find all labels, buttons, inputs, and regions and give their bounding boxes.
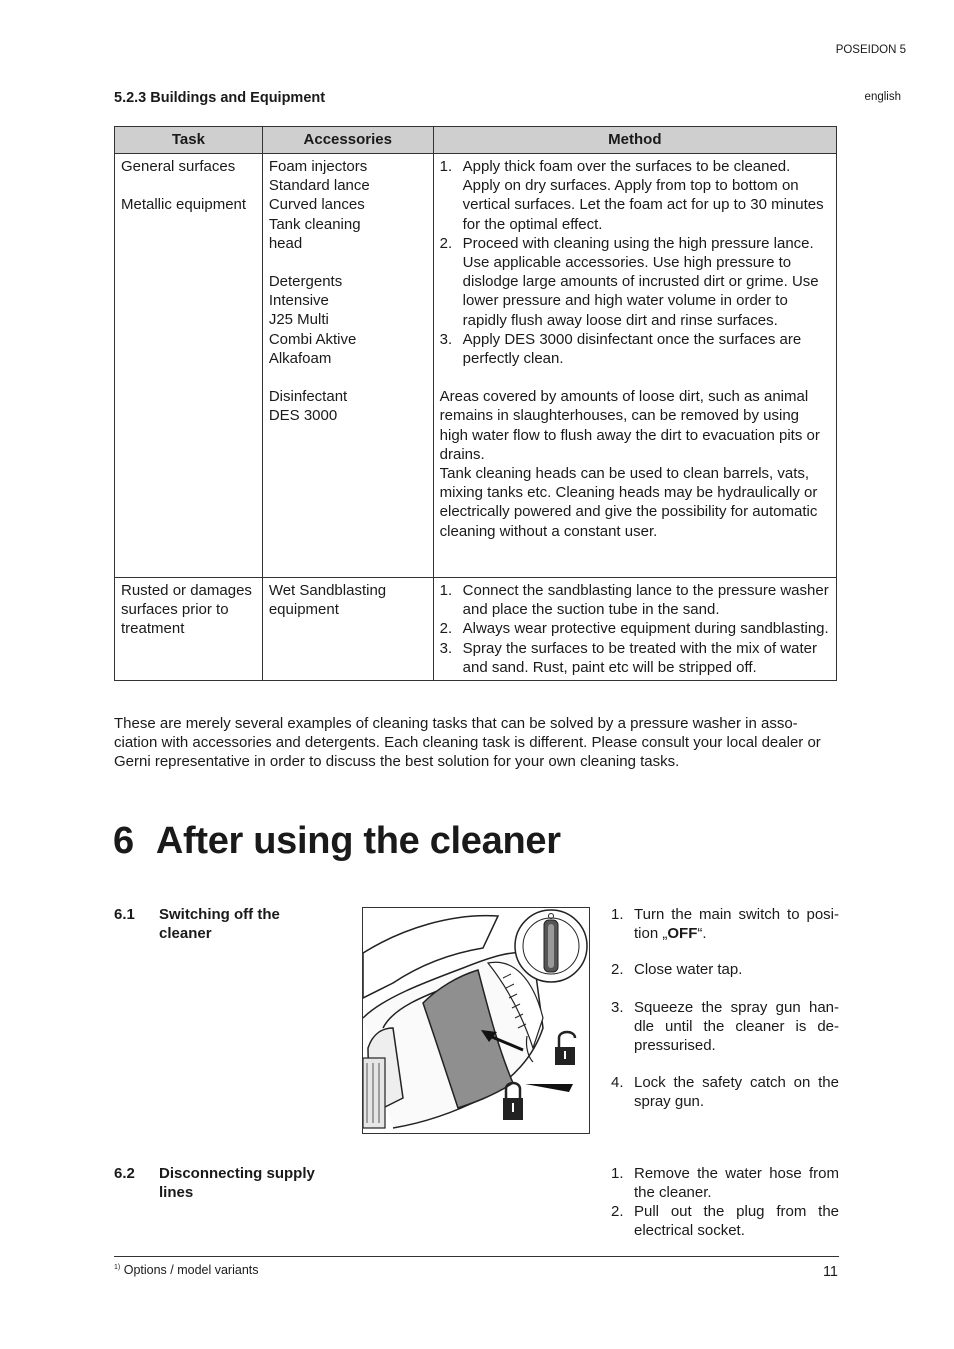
accessory-item: Alkafoam [268, 349, 332, 367]
off-label: OFF [667, 925, 698, 942]
section-number-6-2: 6.2 [114, 1165, 135, 1182]
task-general-surfaces: General surfaces [121, 158, 236, 175]
header-task: Task [115, 127, 263, 154]
footer-divider [114, 1256, 839, 1257]
step-text: Apply DES 3000 disinfectant once the surfaces are perfectly clean. [462, 330, 802, 368]
method-note: Areas covered by amounts of loose dirt, such as animal remains in slaughterhouses, can be removed by using high water flow to flush away the dirt to evacuation pits or drains. [439, 388, 820, 463]
list-item [440, 330, 830, 368]
accessory-item: Foam injectors [268, 158, 368, 175]
task-cell [115, 154, 263, 578]
task-cell [115, 578, 263, 681]
step-number: 1. [439, 582, 453, 599]
step-number: 3. [439, 639, 453, 657]
section-number-6-1: 6.1 [114, 906, 135, 923]
spray-gun-illustration [362, 907, 590, 1134]
product-name: POSEIDON 5 [835, 44, 906, 56]
method-steps [440, 157, 830, 368]
step-text: Always wear protective equipment during sandblasting. [462, 620, 829, 638]
task-metallic-equipment: Metallic equipment [121, 196, 247, 214]
chapter-title: After using the cleaner [155, 820, 561, 862]
step-number: 2. [439, 234, 453, 252]
intro-paragraph: These are merely several examples of cleaning tasks that can be solved by a pressure washer in asso-ciation with accessories and detergents. Each cleaning task is different. Please consult your local dealer or Gerni representative in order to discuss the best solution for your own cleaning tasks. [114, 715, 821, 770]
accessory-sandblasting: Wet Sandblasting equipment [268, 582, 387, 619]
list-item [440, 581, 830, 619]
step-number: 2. [611, 961, 624, 978]
footnote-text: Options / model variants [123, 1263, 259, 1277]
method-note: Tank cleaning heads can be used to clean barrels, vats, mixing tanks etc. Cleaning heads may be hydraulically or electrically powered and give the possibility for automatic cleaning without a constant user. [439, 465, 818, 540]
section-title-line: Switching off the [159, 906, 280, 923]
accessory-item: head [268, 234, 303, 252]
step-text: Spray the surfaces to be treated with the mix of water and sand. Rust, paint etc will be stripped off. [462, 639, 817, 676]
list-item [440, 619, 830, 638]
step-number: 4. [611, 1074, 624, 1091]
method-steps [440, 581, 830, 677]
step-number: 2. [439, 620, 453, 638]
list-item [440, 157, 830, 234]
disconnect-steps [611, 1164, 839, 1240]
task-rusted: Rusted or damages surfaces prior to treatment [121, 582, 252, 638]
section-title-line: Disconnecting supply [159, 1165, 315, 1182]
step-number: 1. [439, 158, 453, 175]
step-text: Remove the water hose from the cleaner. [634, 1165, 839, 1201]
cleaning-tasks-table [114, 126, 837, 681]
step-text: Connect the sandblasting lance to the pressure washer and place the suction tube in the sand. [462, 582, 829, 619]
list-item [440, 234, 830, 330]
header-method: Method [433, 127, 836, 154]
header-accessories: Accessories [262, 127, 433, 154]
accessory-item: J25 Multi [268, 311, 329, 329]
section-title-6-1 [159, 905, 349, 943]
language-label: english [864, 91, 901, 103]
switch-off-steps [611, 905, 839, 1111]
step-number: 2. [611, 1203, 624, 1220]
accessory-item: Combi Aktive [268, 330, 357, 348]
footnote-mark: 1) [114, 1263, 121, 1271]
footnote [114, 1263, 259, 1277]
step-text: Apply thick foam over the surfaces to be cleaned. Apply on dry surfaces. Apply from top to bottom on vertical surfaces. Let the foam act for up to 30 minutes for the optimal effect. [462, 158, 824, 233]
method-cell [433, 154, 836, 578]
step-text-part: “. [697, 925, 707, 942]
step-number: 3. [439, 330, 453, 348]
section-title-line: cleaner [159, 925, 212, 942]
list-item [611, 1202, 839, 1240]
list-item [440, 639, 830, 677]
table-row [115, 578, 837, 681]
step-text: Close water tap. [634, 961, 743, 978]
step-text: Proceed with cleaning using the high pressure lance. Use applicable accessories. Use high pressure to dislodge large amounts of incrusted dirt or grime. Use lower pressure and high water volume in order to rapidly flush away loose dirt and rinse surfaces. [462, 234, 819, 329]
accessory-item: Detergents [268, 273, 343, 291]
accessory-item: Intensive [268, 292, 329, 310]
chapter-number: 6 [113, 820, 134, 862]
method-cell [433, 578, 836, 681]
accessory-item: Curved lances [268, 196, 365, 214]
accessory-item: Tank cleaning [268, 215, 361, 233]
section-title-line: lines [159, 1184, 194, 1201]
accessories-cell [262, 154, 433, 578]
accessory-item: Disinfectant [268, 388, 348, 406]
list-item [611, 960, 839, 979]
step-number: 3. [611, 999, 624, 1016]
list-item [611, 1073, 839, 1111]
list-item [611, 905, 839, 943]
spray-gun-drawing [363, 908, 590, 1134]
step-text: Lock the safety catch on the spray gun. [634, 1074, 839, 1110]
table-row [115, 154, 837, 578]
list-item [611, 998, 839, 1055]
step-text [634, 905, 839, 943]
step-text: Squeeze the spray gun han-dle until the cleaner is de-pressurised. [634, 999, 839, 1054]
accessories-cell [262, 578, 433, 681]
table-header-row [115, 127, 837, 154]
section-title-6-2 [159, 1164, 359, 1202]
step-number: 1. [611, 1165, 624, 1182]
page-number: 11 [822, 1264, 838, 1280]
step-text: Pull out the plug from the electrical socket. [634, 1203, 839, 1239]
accessory-item: Standard lance [268, 177, 370, 195]
section-title-5-2-3: 5.2.3 Buildings and Equipment [114, 90, 326, 106]
step-number: 1. [611, 906, 624, 923]
step-text-part: Turn the main switch to posi-tion „ [634, 906, 839, 942]
chapter-heading [113, 820, 561, 863]
list-item [611, 1164, 839, 1202]
accessory-item: DES 3000 [268, 407, 338, 425]
